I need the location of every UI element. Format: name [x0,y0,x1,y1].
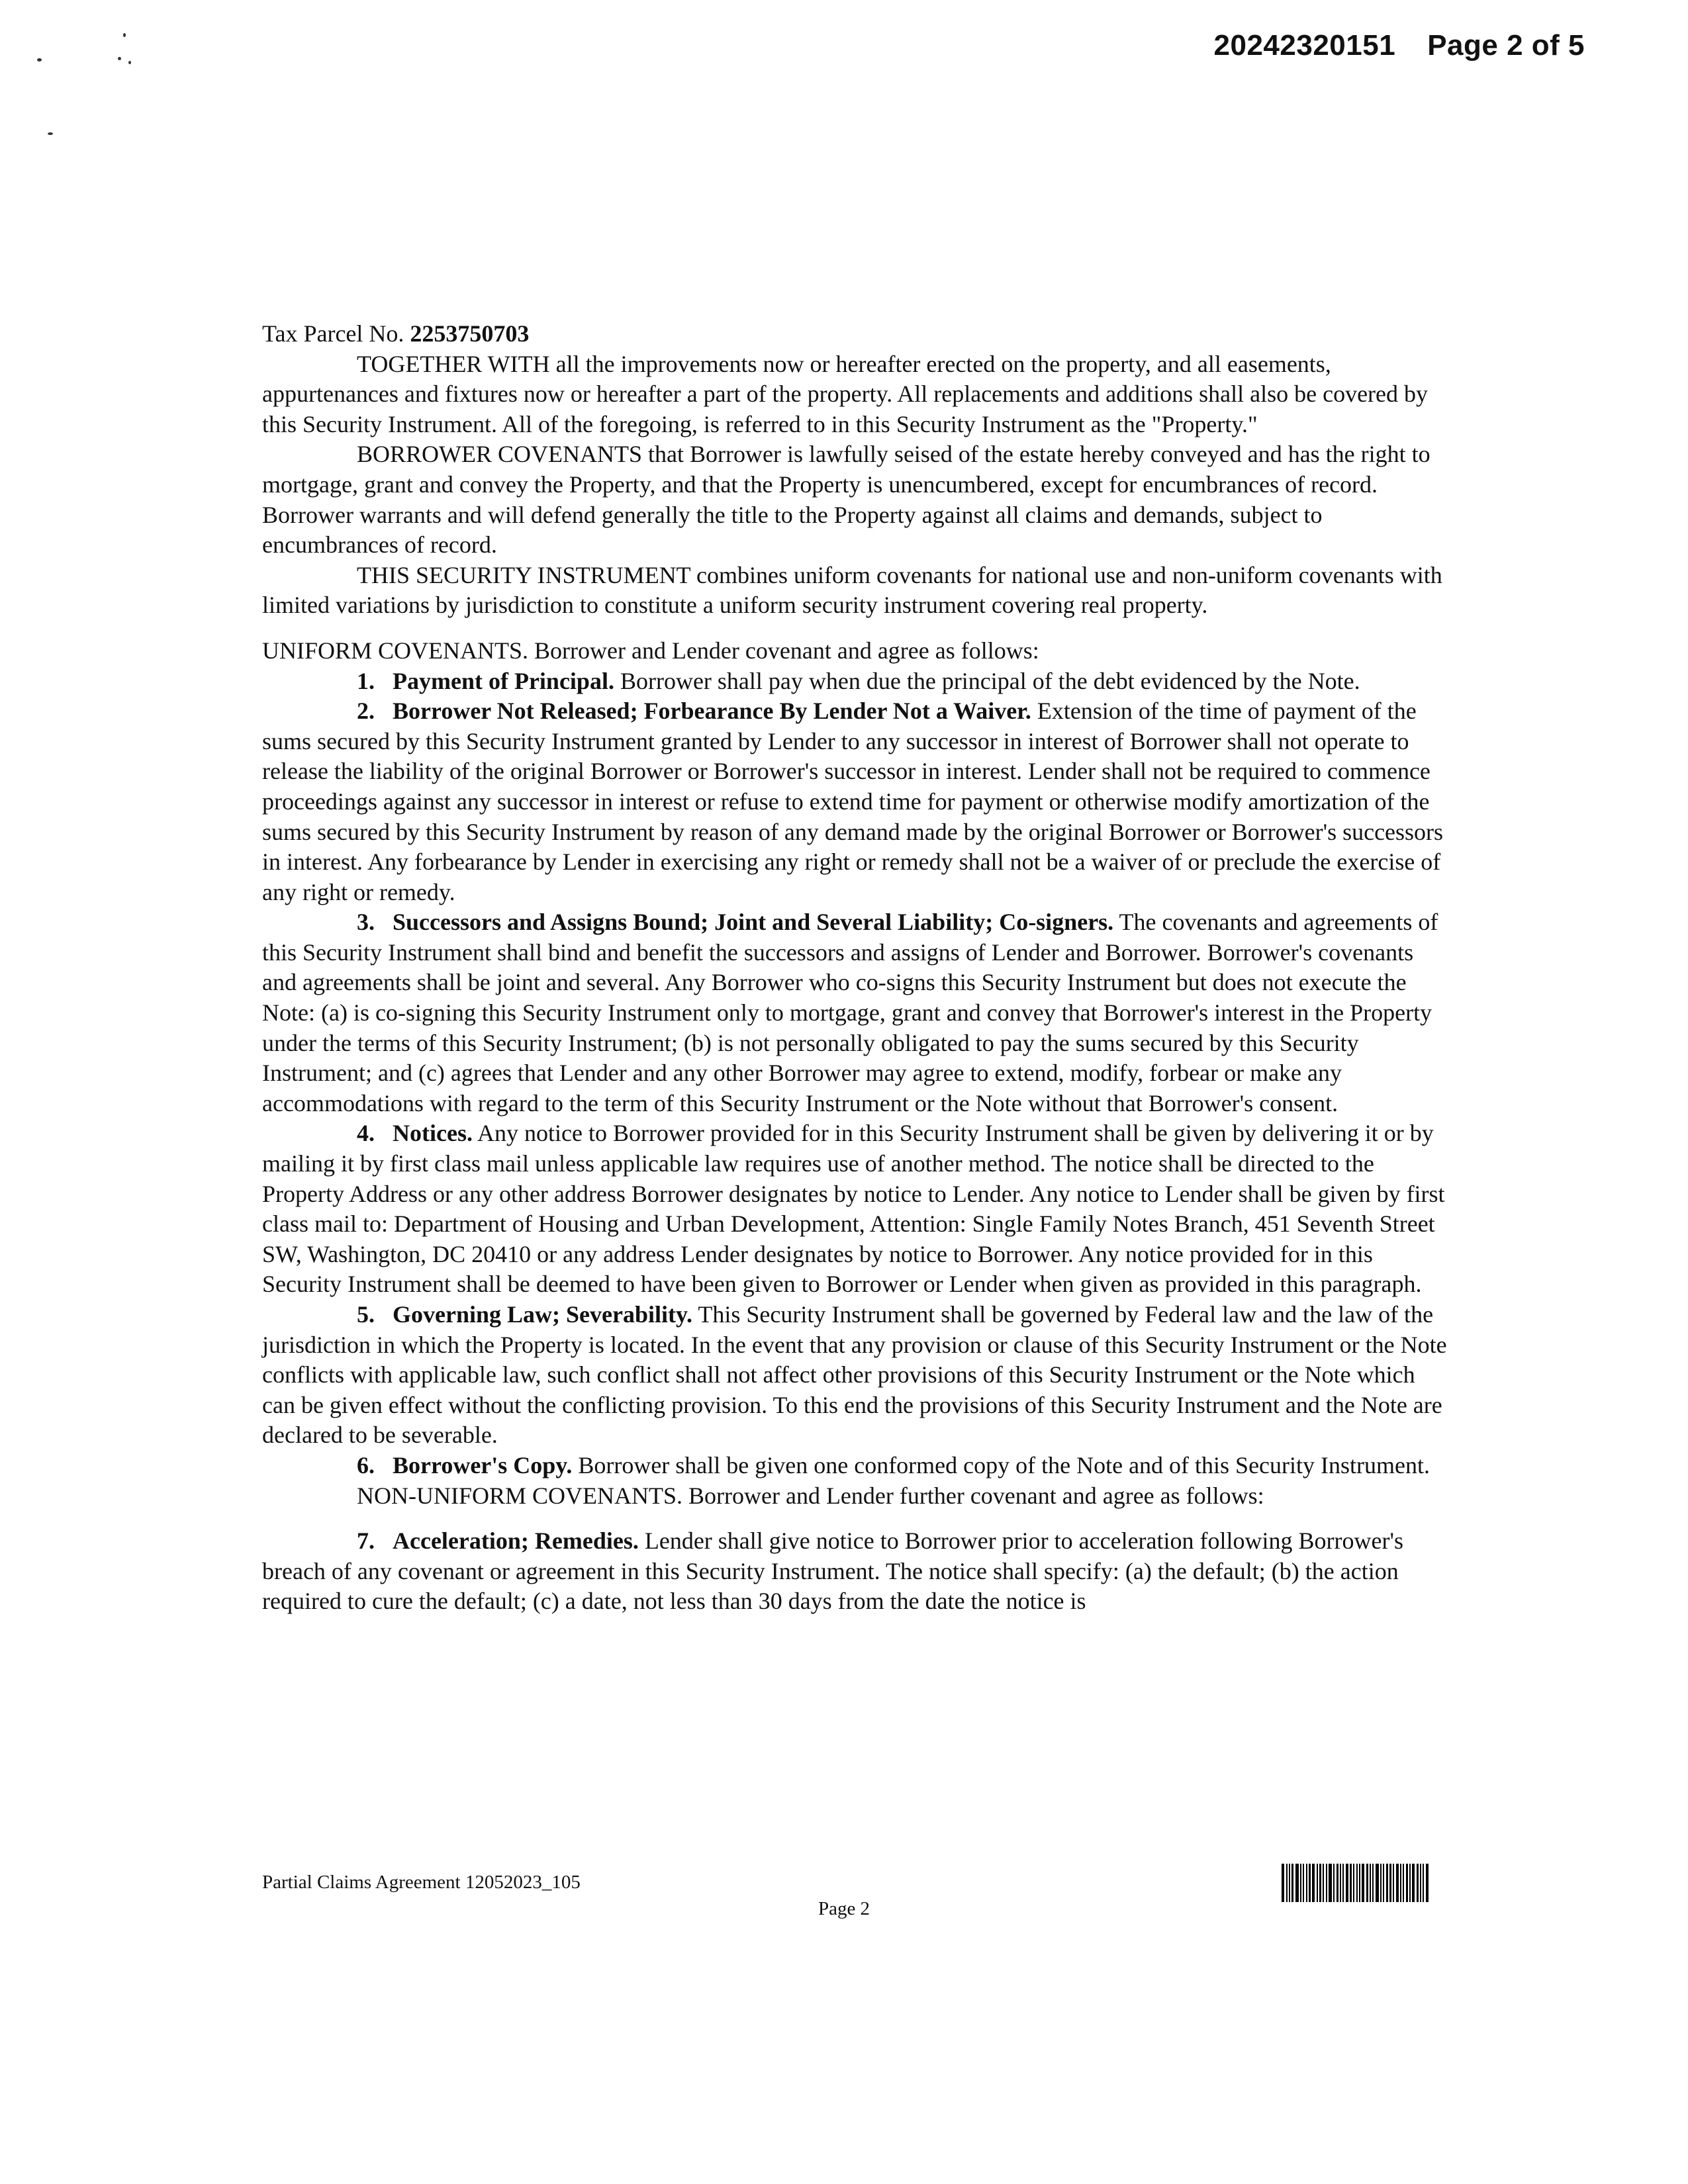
barcode-bar [1396,1864,1399,1902]
barcode-bar [1406,1864,1408,1902]
barcode-bar [1393,1864,1394,1902]
barcode-bar [1359,1864,1360,1902]
page-indicator: Page 2 of 5 [1427,29,1585,62]
barcode-bar [1403,1864,1404,1902]
covenant-text: Lender shall give notice to Borrower prior to acceleration following Borrower's breach of any covenant or agreement in this Security Instrument. The notice shall specify: (a) the default; (b) the action required to cure the default; (c) a date, not less than 30 days from the date the notice is [262,1527,1403,1615]
covenant-number: 6. [357,1451,375,1479]
barcode-bar [1417,1864,1419,1902]
tax-parcel-line [262,319,1447,349]
barcode-bar [1303,1864,1304,1902]
barcode-bar [1366,1864,1368,1902]
covenant-number: 1. [357,667,375,694]
covenant-item-3 [262,907,1447,1118]
barcode-bar [1319,1864,1321,1902]
covenant-item-7 [262,1526,1447,1617]
covenant-item-1 [262,666,1447,697]
barcode-bar [1380,1864,1382,1902]
covenant-item-5 [262,1300,1447,1451]
barcode-bar [1340,1864,1341,1902]
covenant-title: Notices. [393,1120,473,1147]
barcode-bar [1372,1864,1374,1902]
barcode-bar [1309,1864,1311,1902]
covenant-item-2 [262,696,1447,907]
barcode-bar [1383,1864,1384,1902]
document-number: 20242320151 [1213,29,1396,62]
barcode-bar [1295,1864,1299,1902]
covenant-title: Payment of Principal. [393,667,614,694]
uniform-covenants-heading: UNIFORM COVENANTS. Borrower and Lender covenant and agree as follows: [262,637,1039,664]
covenant-text: Extension of the time of payment of the sums secured by this Security Instrument granted by Lender to any successor in interest of Borrower shall not operate to release the liability of the original Borrower or Borrower's successor in interest. Lender shall not be required to commence proceedings against any successor in interest or refuse to extend time for payment or otherwise modify amortization of the sums secured by this Security Instrument by reason of any demand made by the original Borrower or Borrower's successors in interest. Any forbearance by Lender in exercising any right or remedy shall not be a waiver of or preclude the exercise of any right or remedy. [262,698,1444,905]
barcode-bar [1376,1864,1379,1902]
tax-parcel-label: Tax Parcel No. [262,320,410,347]
barcode-bar [1289,1864,1290,1902]
borrower-covenants-paragraph: BORROWER COVENANTS that Borrower is lawfully seised of the estate hereby conveyed and has the right to mortgage, grant and convey the Property, and that the Property is unencumbered, except for encumbrances of record. Borrower warrants and will defend generally the title to the Property against all claims and demands, subject to encumbrances of record. [262,441,1430,559]
barcode-bar [1386,1864,1388,1902]
page-header [1214,29,1585,62]
covenant-title: Governing Law; Severability. [393,1301,692,1328]
barcode-bar [1300,1864,1301,1902]
covenant-item-6 [262,1451,1447,1481]
covenant-text: Borrower shall be given one conformed copy of the Note and of this Security Instrument. [572,1451,1430,1479]
covenant-number: 4. [357,1120,375,1147]
barcode-bar [1389,1864,1391,1902]
barcode-bar [1342,1864,1344,1902]
barcode-bar [1353,1864,1354,1902]
covenant-title: Borrower Not Released; Forbearance By Lender Not a Waiver. [393,698,1031,725]
barcode-bar [1420,1864,1421,1902]
barcode-bar [1409,1864,1411,1902]
barcode-bar [1329,1864,1332,1902]
barcode-bar [1336,1864,1338,1902]
covenant-title: Successors and Assigns Bound; Joint and Several Liability; Co-signers. [393,909,1114,936]
barcode-bar [1412,1864,1415,1902]
barcode-bar [1423,1864,1424,1902]
barcode-bar [1346,1864,1348,1902]
barcode-bar [1326,1864,1327,1902]
barcode-bar [1350,1864,1352,1902]
barcode-bar [1306,1864,1307,1902]
barcode-bar [1317,1864,1318,1902]
footer-form-id: Partial Claims Agreement 12052023_105 [262,1872,581,1893]
covenant-text: Any notice to Borrower provided for in this Security Instrument shall be given by delivering it or by mailing it by first class mail unless applicable law requires use of another method. The notice shall be directed to the Property Address or any other address Borrower designates by notice to Lender. Any notice to Lender shall be given by first class mail to: Department of Housing and Urban Development, Attention: Single Family Notes Branch, 451 Seventh Street SW, Washington, DC 20410 or any address Lender designates by notice to Borrower. Any notice provided for in this Security Instrument shall be deemed to have been given to Borrower or Lender when given as provided in this paragraph. [262,1120,1445,1298]
together-with-paragraph: TOGETHER WITH all the improvements now or hereafter erected on the property, and all easements, appurtenances and fixtures now or hereafter a part of the property. All replacements and additions shall also be covered by this Security Instrument. All of the foregoing, is referred to in this Security Instrument as the "Property." [262,350,1429,437]
barcode-bar [1333,1864,1335,1902]
covenant-item-4 [262,1118,1447,1300]
this-security-instrument-paragraph: THIS SECURITY INSTRUMENT combines uniform covenants for national use and non-uniform covenants with limited variations by jurisdiction to constitute a uniform security instrument covering real property. [262,561,1442,619]
non-uniform-covenants-heading: NON-UNIFORM COVENANTS. Borrower and Lender further covenant and agree as follows: [357,1482,1264,1509]
covenant-text: The covenants and agreements of this Security Instrument shall bind and benefit the successors and assigns of Lender and Borrower. Borrower's covenants and agreements shall be joint and several. Any Borrower who co-signs this Security Instrument but does not execute the Note: (a) is co-signing this Security Instrument only to mortgage, grant and convey that Borrower's interest in the Property under the terms of this Security Instrument; (b) is not personally obligated to pay the sums secured by this Security Instrument; and (c) agrees that Lender and any other Borrower may agree to extend, modify, forbear or make any accommodations with regard to the term of this Security Instrument or the Note without that Borrower's consent. [262,909,1438,1116]
covenant-number: 2. [357,698,375,725]
barcode-bar [1323,1864,1324,1902]
barcode-bar [1426,1864,1429,1902]
document-body [262,319,1447,1617]
barcode-bar [1286,1864,1288,1902]
covenant-text: This Security Instrument shall be governed by Federal law and the law of the jurisdiction in which the Property is located. In the event that any provision or clause of this Security Instrument or the Note conflicts with applicable law, such conflict shall not affect other provisions of this Security Instrument or the Note which can be given effect without the conflicting provision. To this end the provisions of this Security Instrument and the Note are declared to be severable. [262,1301,1447,1449]
covenant-text: Borrower shall pay when due the principal of the debt evidenced by the Note. [614,667,1360,694]
barcode-bar [1370,1864,1371,1902]
covenant-title: Borrower's Copy. [393,1451,573,1479]
covenant-number: 7. [357,1527,375,1555]
footer-page-number: Page 2 [818,1898,870,1919]
covenant-number: 3. [357,909,375,936]
barcode-bar [1291,1864,1293,1902]
barcode-bar [1362,1864,1364,1902]
barcode-bar [1282,1864,1284,1902]
barcode-bar [1356,1864,1358,1902]
tax-parcel-number: 2253750703 [410,320,530,347]
barcode-bar [1400,1864,1401,1902]
barcode-bar [1312,1864,1315,1902]
covenant-number: 5. [357,1301,375,1328]
covenant-title: Acceleration; Remedies. [393,1527,639,1555]
barcode-icon [1282,1864,1446,1902]
